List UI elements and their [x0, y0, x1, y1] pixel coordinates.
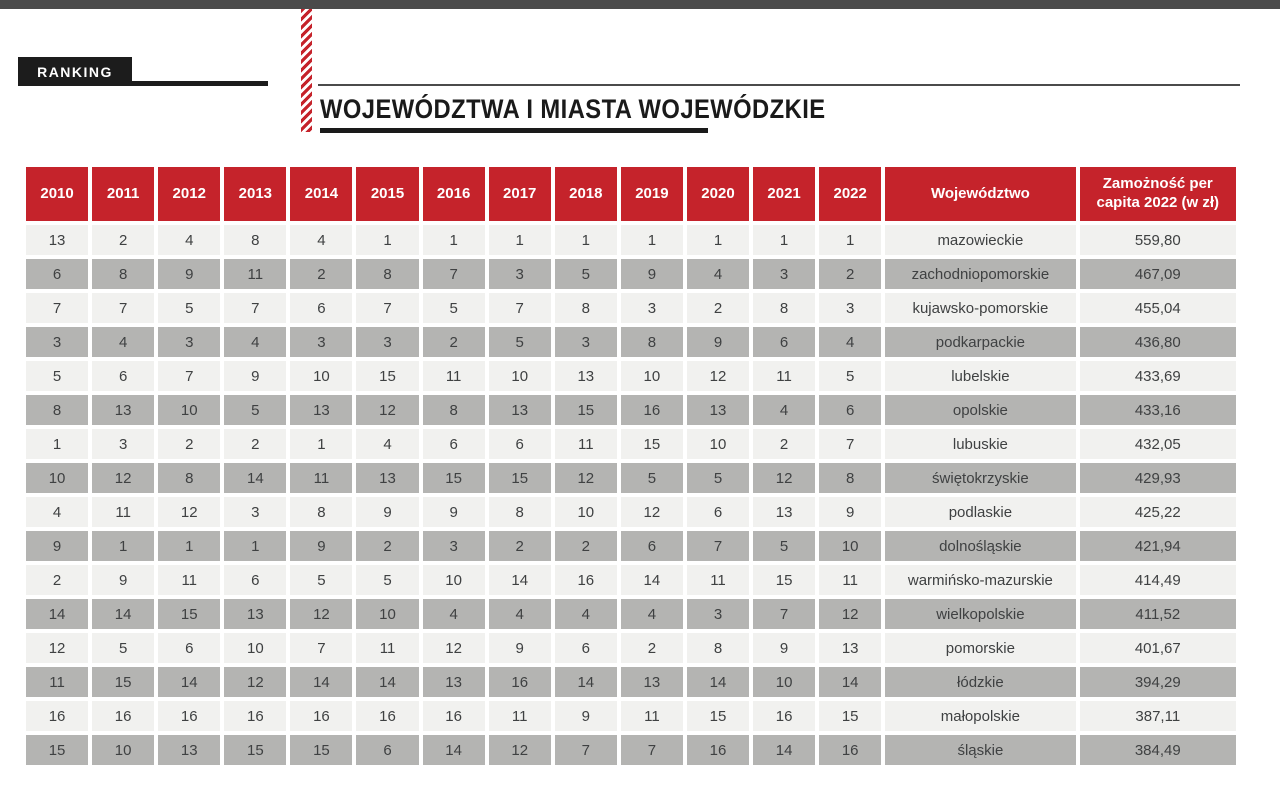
rank-cell-2010: 3: [26, 327, 88, 357]
rank-cell-2015: 2: [356, 531, 418, 561]
rank-cell-2010: 15: [26, 735, 88, 765]
rank-cell-2015: 15: [356, 361, 418, 391]
rank-cell-2015: 13: [356, 463, 418, 493]
rank-cell-2012: 2: [158, 429, 220, 459]
column-header-year-2015: 2015: [356, 167, 418, 221]
rank-cell-2014: 14: [290, 667, 352, 697]
page-title: WOJEWÓDZTWA I MIASTA WOJEWÓDZKIE: [320, 94, 826, 124]
rank-cell-2020: 7: [687, 531, 749, 561]
rank-cell-2016: 11: [423, 361, 485, 391]
rank-cell-2012: 16: [158, 701, 220, 731]
rank-cell-2020: 15: [687, 701, 749, 731]
rank-cell-2020: 14: [687, 667, 749, 697]
rank-cell-2016: 9: [423, 497, 485, 527]
rank-cell-2018: 4: [555, 599, 617, 629]
rank-cell-2021: 3: [753, 259, 815, 289]
rank-cell-2017: 7: [489, 293, 551, 323]
rank-cell-2018: 14: [555, 667, 617, 697]
rank-cell-2013: 11: [224, 259, 286, 289]
rank-cell-2019: 8: [621, 327, 683, 357]
table-row: [26, 497, 1236, 527]
table-row: [26, 667, 1236, 697]
rank-cell-2021: 6: [753, 327, 815, 357]
rank-cell-2017: 4: [489, 599, 551, 629]
rank-cell-2018: 7: [555, 735, 617, 765]
rank-cell-2022: 3: [819, 293, 881, 323]
rank-cell-2016: 2: [423, 327, 485, 357]
rank-cell-2016: 6: [423, 429, 485, 459]
rank-cell-2018: 9: [555, 701, 617, 731]
rank-cell-2019: 12: [621, 497, 683, 527]
rank-cell-2018: 10: [555, 497, 617, 527]
table-row: [26, 429, 1236, 459]
rank-cell-2012: 6: [158, 633, 220, 663]
column-header-year-2016: 2016: [423, 167, 485, 221]
rank-cell-2016: 12: [423, 633, 485, 663]
rank-cell-2016: 13: [423, 667, 485, 697]
wealth-cell: 455,04: [1080, 293, 1236, 323]
rank-cell-2016: 5: [423, 293, 485, 323]
rank-cell-2021: 11: [753, 361, 815, 391]
rank-cell-2022: 9: [819, 497, 881, 527]
table-row: [26, 531, 1236, 561]
voivodeship-cell: wielkopolskie: [885, 599, 1075, 629]
rank-cell-2022: 4: [819, 327, 881, 357]
rank-cell-2015: 10: [356, 599, 418, 629]
rank-cell-2010: 2: [26, 565, 88, 595]
rank-cell-2022: 5: [819, 361, 881, 391]
rank-cell-2020: 4: [687, 259, 749, 289]
rank-cell-2012: 7: [158, 361, 220, 391]
column-header-voivodeship: Województwo: [885, 167, 1075, 221]
table-row: [26, 633, 1236, 663]
rank-cell-2020: 16: [687, 735, 749, 765]
title-rule-top: [318, 84, 1240, 86]
rank-cell-2011: 4: [92, 327, 154, 357]
rank-cell-2017: 15: [489, 463, 551, 493]
rank-cell-2012: 8: [158, 463, 220, 493]
rank-cell-2015: 5: [356, 565, 418, 595]
column-header-year-2022: 2022: [819, 167, 881, 221]
rank-cell-2012: 13: [158, 735, 220, 765]
rank-cell-2021: 15: [753, 565, 815, 595]
rank-cell-2010: 7: [26, 293, 88, 323]
rank-cell-2022: 8: [819, 463, 881, 493]
rank-cell-2019: 16: [621, 395, 683, 425]
rank-cell-2013: 15: [224, 735, 286, 765]
rank-cell-2012: 5: [158, 293, 220, 323]
rank-cell-2020: 9: [687, 327, 749, 357]
rank-cell-2020: 12: [687, 361, 749, 391]
rank-cell-2022: 10: [819, 531, 881, 561]
rank-cell-2014: 9: [290, 531, 352, 561]
rank-cell-2022: 14: [819, 667, 881, 697]
rank-cell-2011: 16: [92, 701, 154, 731]
table-row: [26, 259, 1236, 289]
rank-cell-2021: 13: [753, 497, 815, 527]
rank-cell-2011: 5: [92, 633, 154, 663]
wealth-cell: 559,80: [1080, 225, 1236, 255]
rank-cell-2017: 8: [489, 497, 551, 527]
rank-cell-2022: 7: [819, 429, 881, 459]
table-header: [26, 167, 1236, 221]
rank-cell-2017: 3: [489, 259, 551, 289]
rank-cell-2011: 7: [92, 293, 154, 323]
rank-cell-2020: 11: [687, 565, 749, 595]
rank-cell-2014: 7: [290, 633, 352, 663]
rank-cell-2017: 6: [489, 429, 551, 459]
voivodeship-cell: opolskie: [885, 395, 1075, 425]
rank-cell-2021: 1: [753, 225, 815, 255]
column-header-year-2014: 2014: [290, 167, 352, 221]
rank-cell-2017: 13: [489, 395, 551, 425]
rank-cell-2010: 10: [26, 463, 88, 493]
rank-cell-2014: 5: [290, 565, 352, 595]
rank-cell-2018: 1: [555, 225, 617, 255]
wealth-cell: 414,49: [1080, 565, 1236, 595]
rank-cell-2019: 11: [621, 701, 683, 731]
voivodeship-cell: lubelskie: [885, 361, 1075, 391]
wealth-cell: 433,69: [1080, 361, 1236, 391]
rank-cell-2014: 16: [290, 701, 352, 731]
rank-cell-2010: 5: [26, 361, 88, 391]
rank-cell-2014: 11: [290, 463, 352, 493]
rank-cell-2018: 3: [555, 327, 617, 357]
rank-cell-2013: 13: [224, 599, 286, 629]
rank-cell-2010: 11: [26, 667, 88, 697]
table-row: [26, 701, 1236, 731]
rank-cell-2013: 8: [224, 225, 286, 255]
rank-cell-2021: 16: [753, 701, 815, 731]
rank-cell-2011: 2: [92, 225, 154, 255]
rank-cell-2012: 15: [158, 599, 220, 629]
rank-cell-2010: 1: [26, 429, 88, 459]
rank-cell-2022: 15: [819, 701, 881, 731]
table-row: [26, 463, 1236, 493]
rank-cell-2016: 3: [423, 531, 485, 561]
rank-cell-2013: 12: [224, 667, 286, 697]
wealth-cell: 384,49: [1080, 735, 1236, 765]
rank-cell-2021: 14: [753, 735, 815, 765]
rank-cell-2010: 9: [26, 531, 88, 561]
rank-cell-2019: 7: [621, 735, 683, 765]
rank-cell-2019: 9: [621, 259, 683, 289]
top-bar: [0, 0, 1280, 9]
rank-cell-2013: 16: [224, 701, 286, 731]
rank-cell-2014: 2: [290, 259, 352, 289]
rank-cell-2017: 16: [489, 667, 551, 697]
rank-cell-2017: 11: [489, 701, 551, 731]
column-header-year-2011: 2011: [92, 167, 154, 221]
voivodeship-cell: świętokrzyskie: [885, 463, 1075, 493]
column-header-year-2021: 2021: [753, 167, 815, 221]
rank-cell-2021: 12: [753, 463, 815, 493]
rank-cell-2022: 13: [819, 633, 881, 663]
rank-cell-2022: 11: [819, 565, 881, 595]
rank-cell-2019: 6: [621, 531, 683, 561]
rank-cell-2012: 1: [158, 531, 220, 561]
rank-cell-2010: 4: [26, 497, 88, 527]
rank-cell-2018: 12: [555, 463, 617, 493]
rank-cell-2021: 4: [753, 395, 815, 425]
rank-cell-2011: 9: [92, 565, 154, 595]
wealth-cell: 432,05: [1080, 429, 1236, 459]
rank-cell-2012: 12: [158, 497, 220, 527]
table-row: [26, 293, 1236, 323]
voivodeship-cell: kujawsko-pomorskie: [885, 293, 1075, 323]
rank-cell-2018: 15: [555, 395, 617, 425]
wealth-cell: 411,52: [1080, 599, 1236, 629]
rank-cell-2010: 12: [26, 633, 88, 663]
rank-cell-2016: 15: [423, 463, 485, 493]
rank-cell-2021: 7: [753, 599, 815, 629]
voivodeship-cell: mazowieckie: [885, 225, 1075, 255]
rank-cell-2010: 14: [26, 599, 88, 629]
rank-cell-2022: 12: [819, 599, 881, 629]
rank-cell-2015: 9: [356, 497, 418, 527]
rank-cell-2015: 14: [356, 667, 418, 697]
column-header-year-2018: 2018: [555, 167, 617, 221]
rank-cell-2011: 6: [92, 361, 154, 391]
column-header-year-2020: 2020: [687, 167, 749, 221]
rank-cell-2014: 6: [290, 293, 352, 323]
rank-cell-2012: 3: [158, 327, 220, 357]
rank-cell-2019: 15: [621, 429, 683, 459]
table-row: [26, 395, 1236, 425]
rank-cell-2021: 10: [753, 667, 815, 697]
voivodeship-cell: warmińsko-mazurskie: [885, 565, 1075, 595]
rank-cell-2015: 7: [356, 293, 418, 323]
rank-cell-2019: 13: [621, 667, 683, 697]
rank-cell-2017: 2: [489, 531, 551, 561]
rank-cell-2014: 15: [290, 735, 352, 765]
wealth-cell: 467,09: [1080, 259, 1236, 289]
rank-cell-2012: 4: [158, 225, 220, 255]
rank-cell-2014: 12: [290, 599, 352, 629]
rank-cell-2020: 10: [687, 429, 749, 459]
table-row: [26, 599, 1236, 629]
ranking-badge: [18, 57, 132, 86]
rank-cell-2012: 11: [158, 565, 220, 595]
voivodeship-cell: dolnośląskie: [885, 531, 1075, 561]
wealth-cell: 425,22: [1080, 497, 1236, 527]
rank-cell-2018: 8: [555, 293, 617, 323]
rank-cell-2013: 10: [224, 633, 286, 663]
rank-cell-2019: 1: [621, 225, 683, 255]
rank-cell-2013: 14: [224, 463, 286, 493]
rank-cell-2014: 10: [290, 361, 352, 391]
rank-cell-2022: 6: [819, 395, 881, 425]
striped-ribbon-decoration: [301, 9, 312, 132]
rank-cell-2015: 6: [356, 735, 418, 765]
rank-cell-2013: 9: [224, 361, 286, 391]
rank-cell-2016: 14: [423, 735, 485, 765]
rank-cell-2010: 6: [26, 259, 88, 289]
header-row: [26, 167, 1236, 221]
rank-cell-2018: 13: [555, 361, 617, 391]
rank-cell-2019: 4: [621, 599, 683, 629]
rank-cell-2015: 11: [356, 633, 418, 663]
rank-cell-2013: 4: [224, 327, 286, 357]
rank-cell-2011: 1: [92, 531, 154, 561]
table-row: [26, 735, 1236, 765]
rank-cell-2016: 8: [423, 395, 485, 425]
rank-cell-2010: 16: [26, 701, 88, 731]
table-row: [26, 565, 1236, 595]
rank-cell-2015: 12: [356, 395, 418, 425]
rank-cell-2016: 10: [423, 565, 485, 595]
rank-cell-2013: 6: [224, 565, 286, 595]
wealth-cell: 433,16: [1080, 395, 1236, 425]
table-row: [26, 225, 1236, 255]
rank-cell-2022: 2: [819, 259, 881, 289]
rank-cell-2019: 14: [621, 565, 683, 595]
column-header-year-2013: 2013: [224, 167, 286, 221]
rank-cell-2016: 4: [423, 599, 485, 629]
rank-cell-2017: 12: [489, 735, 551, 765]
column-header-wealth: Zamożność per capita 2022 (w zł): [1080, 167, 1236, 221]
column-header-year-2012: 2012: [158, 167, 220, 221]
rank-cell-2015: 8: [356, 259, 418, 289]
rank-cell-2014: 1: [290, 429, 352, 459]
rank-cell-2020: 2: [687, 293, 749, 323]
rank-cell-2011: 10: [92, 735, 154, 765]
rank-cell-2017: 5: [489, 327, 551, 357]
rank-cell-2017: 14: [489, 565, 551, 595]
rank-cell-2011: 8: [92, 259, 154, 289]
rank-cell-2013: 3: [224, 497, 286, 527]
rank-cell-2010: 13: [26, 225, 88, 255]
table-body: [26, 225, 1236, 765]
rank-cell-2018: 6: [555, 633, 617, 663]
rank-cell-2014: 8: [290, 497, 352, 527]
rank-cell-2019: 2: [621, 633, 683, 663]
rank-cell-2016: 7: [423, 259, 485, 289]
rank-cell-2014: 4: [290, 225, 352, 255]
rank-cell-2018: 11: [555, 429, 617, 459]
rank-cell-2020: 5: [687, 463, 749, 493]
rank-cell-2012: 10: [158, 395, 220, 425]
table-row: [26, 361, 1236, 391]
rank-cell-2015: 16: [356, 701, 418, 731]
rank-cell-2013: 7: [224, 293, 286, 323]
title-underline: [320, 128, 708, 133]
rank-cell-2016: 1: [423, 225, 485, 255]
rank-cell-2020: 8: [687, 633, 749, 663]
rank-cell-2017: 1: [489, 225, 551, 255]
rank-cell-2019: 3: [621, 293, 683, 323]
ranking-badge-label: RANKING: [37, 63, 113, 80]
rank-cell-2018: 16: [555, 565, 617, 595]
wealth-cell: 394,29: [1080, 667, 1236, 697]
rank-cell-2012: 14: [158, 667, 220, 697]
rank-cell-2011: 14: [92, 599, 154, 629]
rank-cell-2017: 10: [489, 361, 551, 391]
wealth-cell: 401,67: [1080, 633, 1236, 663]
rank-cell-2015: 3: [356, 327, 418, 357]
column-header-year-2017: 2017: [489, 167, 551, 221]
rank-cell-2011: 15: [92, 667, 154, 697]
rank-cell-2020: 6: [687, 497, 749, 527]
rank-cell-2019: 5: [621, 463, 683, 493]
voivodeship-cell: lubuskie: [885, 429, 1075, 459]
rank-cell-2020: 3: [687, 599, 749, 629]
table-row: [26, 327, 1236, 357]
voivodeship-cell: śląskie: [885, 735, 1075, 765]
rank-cell-2021: 9: [753, 633, 815, 663]
rank-cell-2012: 9: [158, 259, 220, 289]
rank-cell-2022: 1: [819, 225, 881, 255]
voivodeship-cell: podkarpackie: [885, 327, 1075, 357]
rank-cell-2018: 5: [555, 259, 617, 289]
voivodeship-cell: małopolskie: [885, 701, 1075, 731]
rank-cell-2013: 2: [224, 429, 286, 459]
rank-cell-2022: 16: [819, 735, 881, 765]
column-header-year-2010: 2010: [26, 167, 88, 221]
rank-cell-2011: 3: [92, 429, 154, 459]
wealth-cell: 421,94: [1080, 531, 1236, 561]
rank-cell-2016: 16: [423, 701, 485, 731]
rank-cell-2013: 1: [224, 531, 286, 561]
rank-cell-2015: 1: [356, 225, 418, 255]
column-header-year-2019: 2019: [621, 167, 683, 221]
rank-cell-2021: 5: [753, 531, 815, 561]
wealth-cell: 387,11: [1080, 701, 1236, 731]
wealth-cell: 429,93: [1080, 463, 1236, 493]
voivodeship-cell: łódzkie: [885, 667, 1075, 697]
rank-cell-2021: 2: [753, 429, 815, 459]
rank-cell-2017: 9: [489, 633, 551, 663]
rank-cell-2018: 2: [555, 531, 617, 561]
rank-cell-2020: 1: [687, 225, 749, 255]
rank-cell-2011: 13: [92, 395, 154, 425]
rank-cell-2014: 13: [290, 395, 352, 425]
rank-cell-2011: 11: [92, 497, 154, 527]
rank-cell-2011: 12: [92, 463, 154, 493]
ranking-table: [22, 163, 1240, 769]
rank-cell-2019: 10: [621, 361, 683, 391]
rank-cell-2010: 8: [26, 395, 88, 425]
rank-cell-2013: 5: [224, 395, 286, 425]
rank-cell-2015: 4: [356, 429, 418, 459]
voivodeship-cell: zachodniopomorskie: [885, 259, 1075, 289]
voivodeship-cell: pomorskie: [885, 633, 1075, 663]
rank-cell-2021: 8: [753, 293, 815, 323]
wealth-cell: 436,80: [1080, 327, 1236, 357]
voivodeship-cell: podlaskie: [885, 497, 1075, 527]
badge-rule: [132, 81, 268, 86]
rank-cell-2014: 3: [290, 327, 352, 357]
rank-cell-2020: 13: [687, 395, 749, 425]
